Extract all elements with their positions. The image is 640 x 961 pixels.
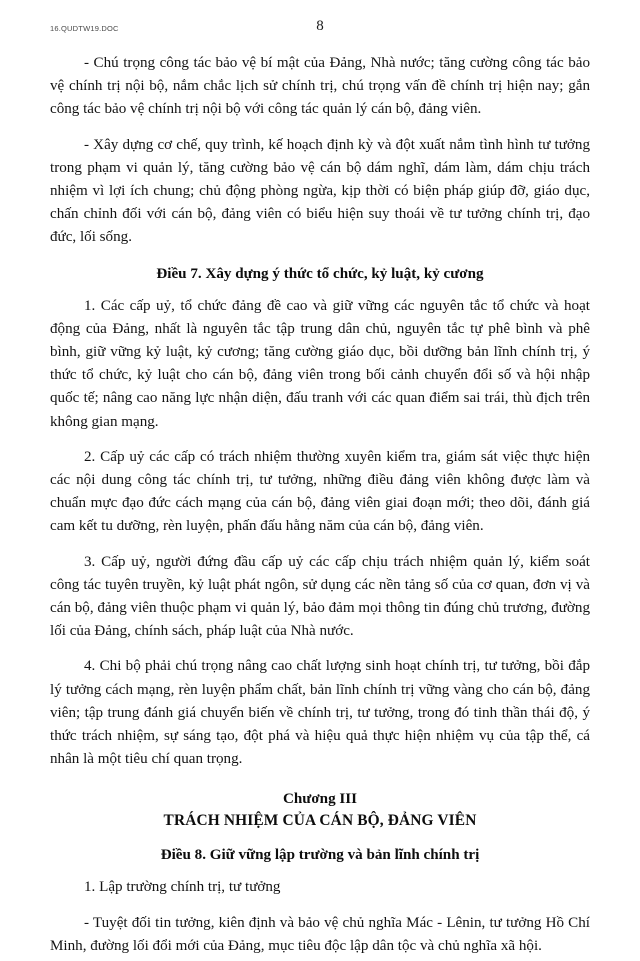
chapter-label: Chương III — [282, 791, 358, 808]
chapter-heading-block — [50, 789, 590, 831]
sub-item-1-dieu-8: 1. Lập trường chính trị, tư tưởng — [84, 879, 281, 896]
paragraph-bao-ve-bi-mat: - Chú trọng công tác bảo vệ bí mật của Đảng, Nhà nước; tăng cường công tác bảo vệ chính trị nội bộ, nắm chắc lịch sử chính trị, chú trọng vấn đề chính trị hiện nay; gắn công tác bảo vệ chính trị nội bộ với công tác quản lý cán bộ, đảng viên. — [50, 55, 590, 118]
sub-item-1-dash-dieu-8: - Tuyệt đối tin tưởng, kiên định và bảo vệ chủ nghĩa Mác - Lênin, tư tưởng Hồ Chí Minh, đường lối đổi mới của Đảng, mục tiêu độc lập dân tộc và chủ nghĩa xã hội. — [50, 914, 590, 954]
item-4-dieu-7: 4. Chi bộ phải chú trọng nâng cao chất lượng sinh hoạt chính trị, tư tưởng, bồi đắp lý tưởng cách mạng, rèn luyện phẩm chất, bản lĩnh chính trị vững vàng cho cán bộ, đảng viên; tập trung đánh giá chuyển biến về chính trị, tư tưởng, trong đó tinh thần thái độ, ý thức trách nhiệm, sự sáng tạo, đột phá và hiệu quả thực hiện nhiệm vụ của tập thể, cá nhân là một tiêu chí quan trọng. — [50, 658, 590, 768]
item-3-dieu-7: 3. Cấp uỷ, người đứng đầu cấp uỷ các cấp chịu trách nhiệm quản lý, kiểm soát công tác tuyên truyền, kỷ luật phát ngôn, sử dụng các nền tảng số của cơ quan, đơn vị và cán bộ, đảng viên thuộc phạm vi quản lý, bảo đảm mọi thông tin đúng chủ trương, đường lối của Đảng, chính sách, pháp luật của Nhà nước. — [50, 553, 590, 640]
page-number: 8 — [316, 18, 324, 34]
chapter-title: TRÁCH NHIỆM CỦA CÁN BỘ, ĐẢNG VIÊN — [163, 812, 477, 830]
document-code-label: 16.QUDTW19.DOC — [50, 24, 119, 33]
item-2-dieu-7: 2. Cấp uỷ các cấp có trách nhiệm thường xuyên kiểm tra, giám sát việc thực hiện các nội dung công tác chính trị, tư tưởng, những điều đảng viên không được làm và chuẩn mực đạo đức cách mạng của cán bộ, đảng viên giai đoạn mới; theo dõi, đánh giá cam kết tu dưỡng, rèn luyện, phấn đấu hằng năm của cán bộ, đảng viên. — [50, 448, 590, 535]
paragraph-xay-dung-co-che: - Xây dựng cơ chế, quy trình, kế hoạch định kỳ và đột xuất nắm tình hình tư tưởng trong phạm vi quản lý, tăng cường bảo vệ cán bộ dám nghĩ, dám làm, dám chịu trách nhiệm vì lợi ích chung; chủ động phòng ngừa, kịp thời có biện pháp giúp đỡ, giáo dục, chấn chỉnh đối với cán bộ, đảng viên có biểu hiện suy thoái về tư tưởng chính trị, đạo đức, lối sống. — [50, 136, 590, 246]
heading-dieu-7: Điều 7. Xây dựng ý thức tổ chức, kỷ luật, kỷ cương — [156, 265, 484, 282]
page-header — [50, 18, 590, 42]
document-body — [50, 52, 590, 961]
item-1-dieu-7: 1. Các cấp uỷ, tổ chức đảng đề cao và giữ vững các nguyên tắc tổ chức và hoạt động của Đảng, nhất là nguyên tắc tập trung dân chủ, nguyên tắc tự phê bình và phê bình, giữ vững kỷ luật, kỷ cương; tăng cường giáo dục, bồi dưỡng bản lĩnh chính trị, ý thức tổ chức, kỷ luật cho cán bộ, đảng viên trong bối cảnh chuyển đổi số và hội nhập quốc tế; nâng cao năng lực nhận diện, đấu tranh với các quan điểm sai trái, thù địch trên không gian mạng. — [50, 297, 590, 430]
heading-dieu-8: Điều 8. Giữ vững lập trường và bản lĩnh chính trị — [160, 847, 480, 864]
